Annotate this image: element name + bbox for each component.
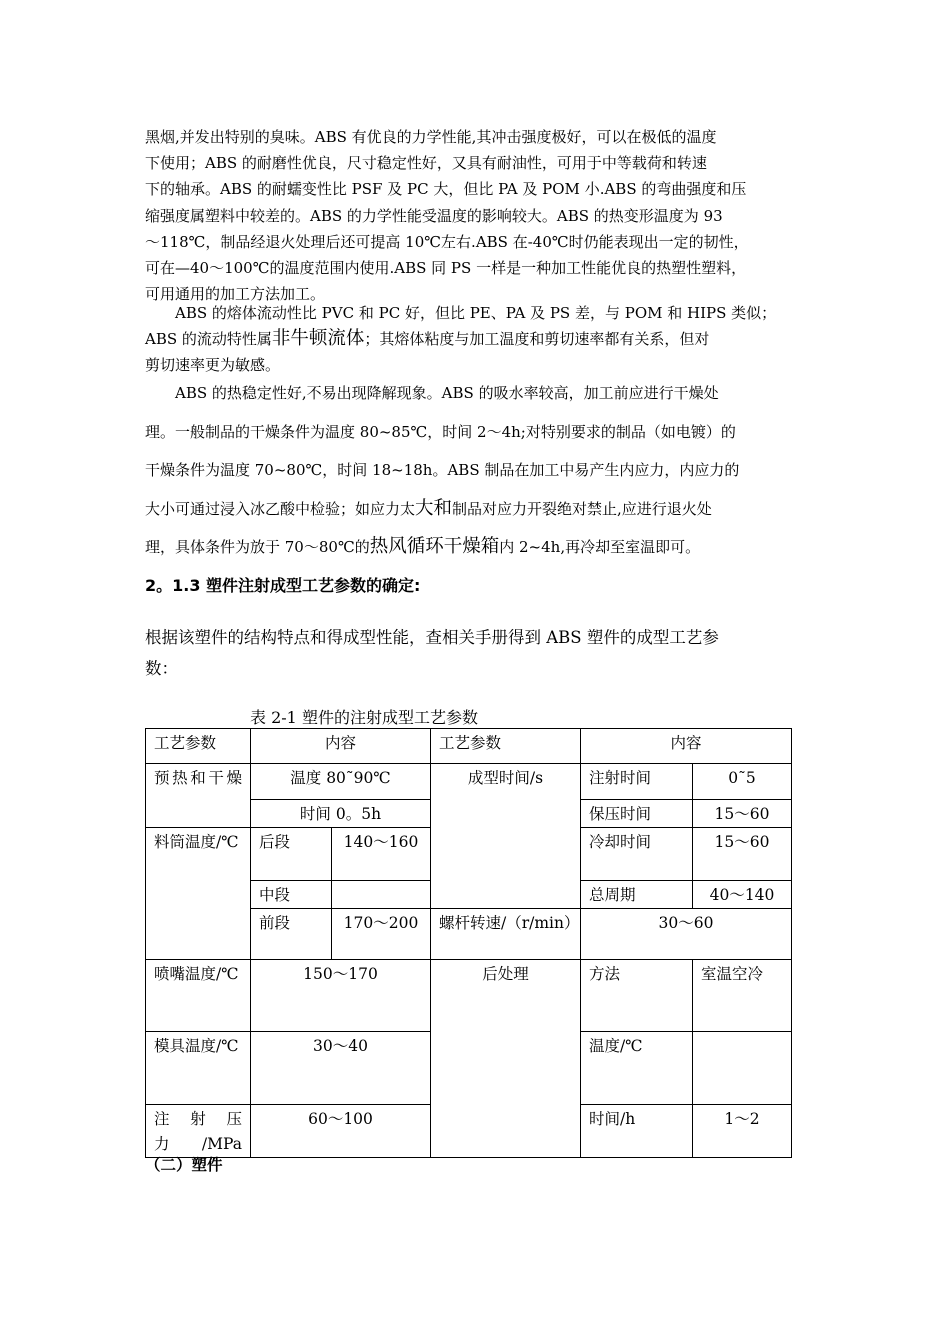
text-line: 黑烟,并发出特别的臭味。ABS 有优良的力学性能,其冲击强度极好，可以在极低的温度 <box>145 128 717 146</box>
table-cell: 40～140 <box>693 881 792 909</box>
table-cell <box>693 1032 792 1105</box>
table-row <box>146 960 792 1032</box>
text-line: 可在—40～100℃的温度范围内使用.ABS 同 PS 一样是一种加工性能优良的热塑性塑料， <box>145 259 747 278</box>
text-line: 理，具体条件为放于 70～80℃的热风循环干燥箱内 2~4h,再冷却至室温即可。 <box>145 536 701 557</box>
table-cell: 1～2 <box>693 1105 792 1158</box>
table-cell: 30～40 <box>251 1032 431 1105</box>
section-heading: 2。1.3 塑件注射成型工艺参数的确定: <box>145 576 421 595</box>
table-cell: 140～160 <box>332 828 431 881</box>
table-cell: 时间 0。5h <box>251 800 431 828</box>
subsection-heading: （二）塑件 <box>145 1156 223 1174</box>
table-cell: 15～60 <box>693 800 792 828</box>
table-cell: 150～170 <box>251 960 431 1032</box>
header-cell: 工艺参数 <box>146 729 251 764</box>
table-cell: 时间/h <box>581 1105 693 1158</box>
text-line: 下的轴承。ABS 的耐蠕变性比 PSF 及 PC 大，但比 PA 及 POM 小.ABS 的弯曲强度和压 <box>145 180 747 199</box>
text-line: 大小可通过浸入冰乙酸中检验；如应力太大和制品对应力开裂绝对禁止,应进行退火处 <box>145 497 712 519</box>
table-cell: 总周期 <box>581 881 693 909</box>
table-cell: 温度/℃ <box>581 1032 693 1105</box>
table-cell: 预热和干燥 <box>146 764 251 828</box>
table-cell: 后段 <box>251 828 332 881</box>
header-cell: 内容 <box>581 729 792 764</box>
header-cell: 内容 <box>251 729 431 764</box>
table-cell: 注射压力/MPa <box>146 1105 251 1158</box>
table-cell: 温度 80˜90℃ <box>251 764 431 800</box>
intro-paragraph: 根据该塑件的结构特点和得成型性能，查相关手册得到 ABS 塑件的成型工艺参 数： <box>145 628 719 678</box>
text-line: 下使用；ABS 的耐磨性优良，尺寸稳定性好，又具有耐油性，可用于中等载荷和转速 <box>145 154 707 173</box>
text-line: ABS 的流动特性属非牛顿流体；其熔体粘度与加工温度和剪切速率都有关系，但对 <box>145 328 710 349</box>
table-row <box>146 729 792 764</box>
header-cell: 工艺参数 <box>431 729 581 764</box>
table-cell: 60～100 <box>251 1105 431 1158</box>
text-line: 剪切速率更为敏感。 <box>145 356 281 374</box>
table-cell: 模具温度/℃ <box>146 1032 251 1105</box>
table-cell: 170～200 <box>332 909 431 960</box>
paragraph-abs-thermal <box>145 374 805 567</box>
table-row <box>146 764 792 800</box>
table-cell: 保压时间 <box>581 800 693 828</box>
paragraph-abs-flow <box>145 300 805 378</box>
text-line: 缩强度属塑料中较差的。ABS 的力学性能受温度的影响较大。ABS 的热变形温度为 93 <box>145 206 723 225</box>
text-line: 干燥条件为温度 70~80℃，时间 18~18h。ABS 制品在加工中易产生内应力，内应力的 <box>145 461 740 479</box>
table-cell: 冷却时间 <box>581 828 693 881</box>
table-cell: 注射时间 <box>581 764 693 800</box>
table-cell: 中段 <box>251 881 332 909</box>
table-cell: 喷嘴温度/℃ <box>146 960 251 1032</box>
text-line: ABS 的熔体流动性比 PVC 和 PC 好，但比 PE、PA 及 PS 差，与 POM 和 HIPS 类似； <box>145 304 777 322</box>
table-cell: 成型时间/s <box>431 764 581 909</box>
text-line: ABS 的热稳定性好,不易出现降解现象。ABS 的吸水率较高，加工前应进行干燥处 <box>145 384 719 402</box>
table-cell <box>332 881 431 909</box>
table-cell: 15～60 <box>693 828 792 881</box>
text-line: 可用通用的加工方法加工。 <box>145 285 326 304</box>
table-cell: 料筒温度/℃ <box>146 828 251 960</box>
process-parameter-table <box>145 728 792 1158</box>
text-line: 理。一般制品的干燥条件为温度 80~85℃，时间 2～4h;对特别要求的制品（如电镀）的 <box>145 422 736 441</box>
table-cell: 30～60 <box>581 909 792 960</box>
table-cell: 后处理 <box>431 960 581 1158</box>
table-cell: 方法 <box>581 960 693 1032</box>
table-cell: 室温空冷 <box>693 960 792 1032</box>
table-cell: 螺杆转速/（r/min） <box>431 909 581 960</box>
table-cell: 0˜5 <box>693 764 792 800</box>
paragraph-abs-mechanical <box>145 124 805 307</box>
table-caption: 表 2-1 塑件的注射成型工艺参数 <box>250 708 478 727</box>
text-line: ～118℃，制品经退火处理后还可提高 10℃左右.ABS 在-40℃时仍能表现出一定的韧性， <box>145 232 749 251</box>
table-cell: 前段 <box>251 909 332 960</box>
